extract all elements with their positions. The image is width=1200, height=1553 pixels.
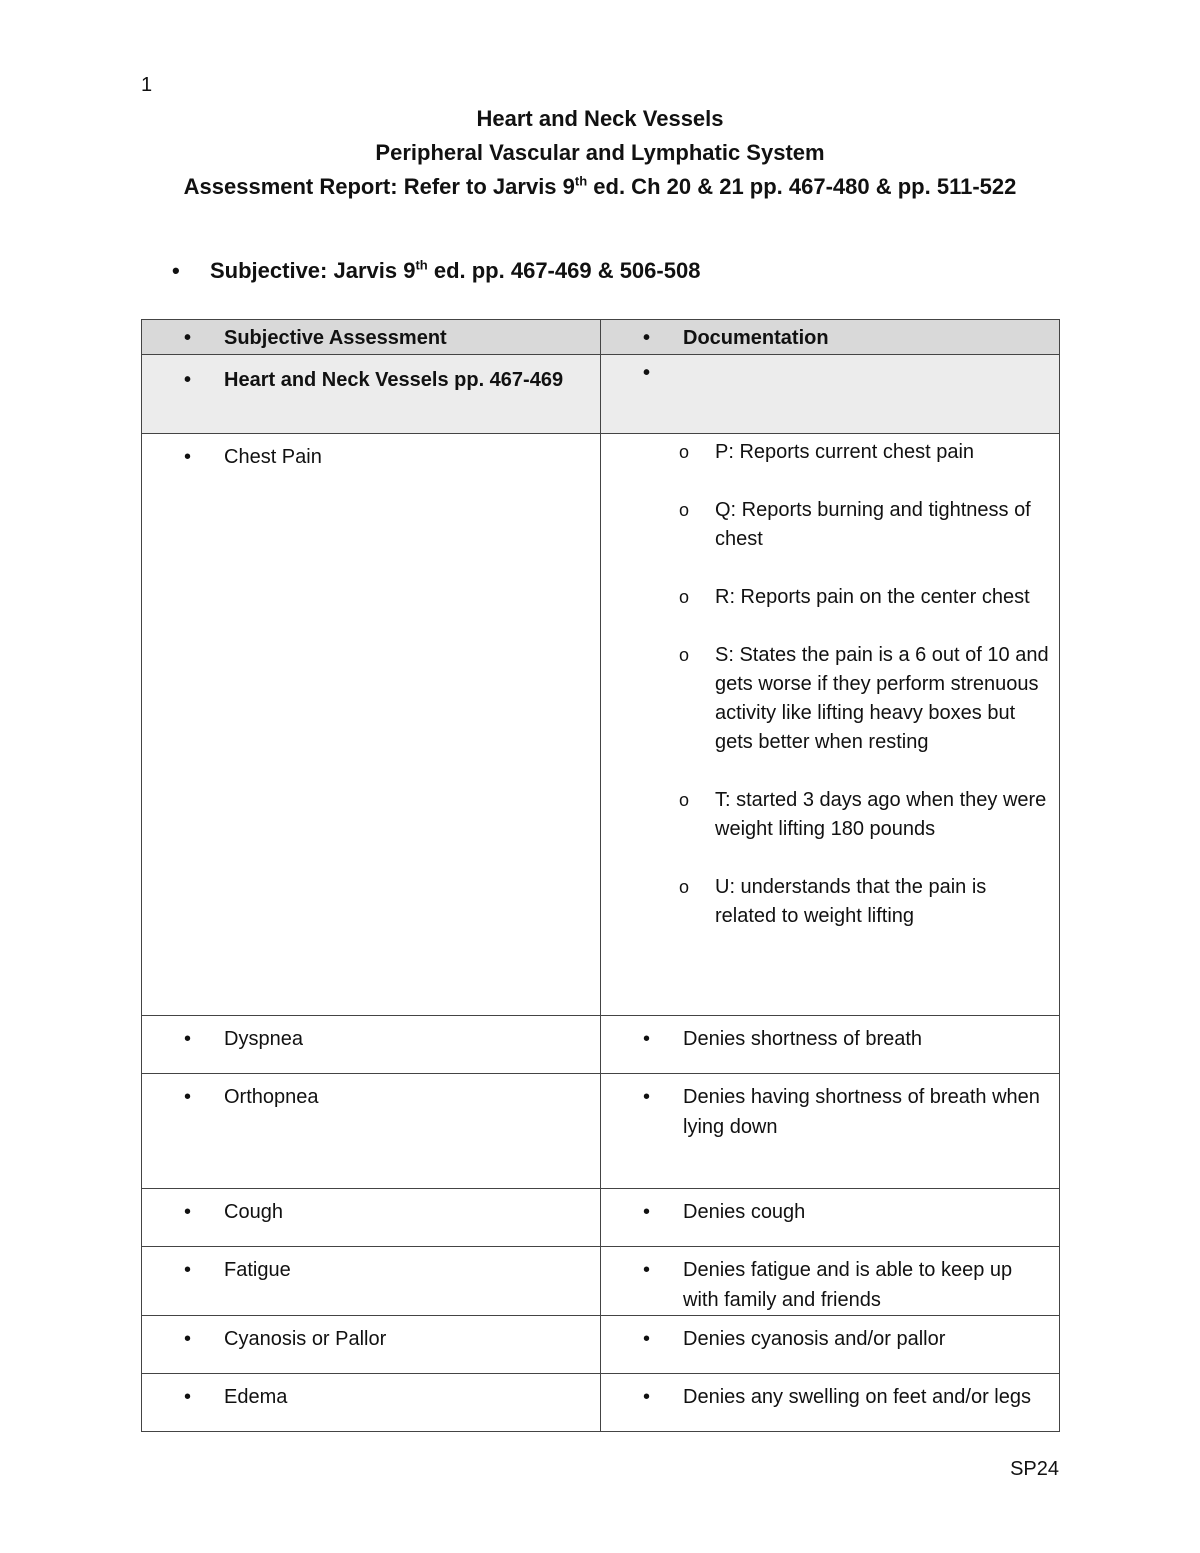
bullet-icon: • <box>184 369 192 391</box>
header-cell <box>142 320 601 355</box>
label-cell: • Cyanosis or Pallor <box>142 1316 601 1374</box>
list-item: o U: understands that the pain is related to weight lifting <box>715 873 1049 931</box>
header-cell <box>601 320 1060 355</box>
label-cell: • Edema <box>142 1374 601 1432</box>
label-cell <box>142 434 601 1016</box>
bullet-icon: • <box>184 1028 192 1050</box>
circle-bullet-icon: o <box>679 500 690 520</box>
subjective-heading: • Subjective: Jarvis 9th ed. pp. 467-469 & 506-508 <box>172 257 701 283</box>
list-item: o Q: Reports burning and tightness of chest <box>715 496 1049 554</box>
label-cell: • Cough <box>142 1189 601 1247</box>
header-subjective-assessment: Subjective Assessment <box>224 327 447 349</box>
table-row <box>142 1247 1060 1316</box>
page-number: 1 <box>141 74 153 96</box>
bullet-icon: • <box>643 1028 651 1050</box>
table-row <box>142 1189 1060 1247</box>
bullet-icon: • <box>184 1328 192 1350</box>
label-cell: • Orthopnea <box>142 1074 601 1189</box>
bullet-icon: • <box>184 1086 192 1108</box>
header-documentation: Documentation <box>683 327 829 349</box>
label-cell: • Dyspnea <box>142 1016 601 1074</box>
doc-cell: • Denies shortness of breath <box>601 1016 1060 1074</box>
assessment-table <box>141 319 1060 1432</box>
table-row <box>142 1374 1060 1432</box>
list-item: o P: Reports current chest pain <box>715 438 1049 467</box>
list-item: o S: States the pain is a 6 out of 10 and gets worse if they perform strenuous activity like lifting heavy boxes but gets better when resting <box>715 641 1049 757</box>
circle-bullet-icon: o <box>679 790 690 810</box>
bullet-icon: • <box>643 1259 651 1281</box>
list-item: o T: started 3 days ago when they were weight lifting 180 pounds <box>715 786 1049 844</box>
table-row <box>142 1316 1060 1374</box>
bullet-icon: • <box>184 1259 192 1281</box>
document-title <box>0 102 1200 204</box>
table-row <box>142 434 1060 1016</box>
circle-bullet-icon: o <box>679 442 690 462</box>
row-label-chest-pain: Chest Pain <box>224 446 322 468</box>
doc-cell: • Denies having shortness of breath when lying down <box>601 1074 1060 1189</box>
footer-label: SP24 <box>1010 1458 1059 1480</box>
doc-cell: • Denies any swelling on feet and/or legs <box>601 1374 1060 1432</box>
doc-cell: • Denies fatigue and is able to keep up with family and friends <box>601 1247 1060 1316</box>
doc-cell: • Denies cyanosis and/or pallor <box>601 1316 1060 1374</box>
bullet-icon: • <box>184 446 192 468</box>
section-label: Heart and Neck Vessels pp. 467-469 <box>224 369 564 391</box>
label-cell: • Fatigue <box>142 1247 601 1316</box>
circle-bullet-icon: o <box>679 877 690 897</box>
section-label-cell <box>142 355 601 434</box>
section-doc-cell <box>601 355 1060 434</box>
doc-cell: • Denies cough <box>601 1189 1060 1247</box>
bullet-icon: • <box>643 327 651 349</box>
title-line-2: Peripheral Vascular and Lymphatic System <box>375 140 825 165</box>
bullet-icon: • <box>643 1328 651 1350</box>
table-row <box>142 1016 1060 1074</box>
bullet-icon: • <box>643 1086 651 1108</box>
section-row <box>142 355 1060 434</box>
bullet-icon: • <box>184 1386 192 1408</box>
bullet-icon: • <box>643 1386 651 1408</box>
bullet-icon: • <box>643 1201 651 1223</box>
list-item: o R: Reports pain on the center chest <box>715 583 1049 612</box>
bullet-icon: • <box>184 1201 192 1223</box>
table-header-row <box>142 320 1060 355</box>
circle-bullet-icon: o <box>679 587 690 607</box>
doc-cell <box>601 434 1060 1016</box>
bullet-icon: • <box>172 258 180 283</box>
bullet-icon: • <box>643 362 651 384</box>
pqrstu-list <box>601 434 1059 931</box>
circle-bullet-icon: o <box>679 645 690 665</box>
title-line-3: Assessment Report: Refer to Jarvis 9th ed. Ch 20 & 21 pp. 467-480 & pp. 511-522 <box>183 173 1017 199</box>
bullet-icon: • <box>184 327 192 349</box>
table-row <box>142 1074 1060 1189</box>
title-line-1: Heart and Neck Vessels <box>476 106 724 131</box>
